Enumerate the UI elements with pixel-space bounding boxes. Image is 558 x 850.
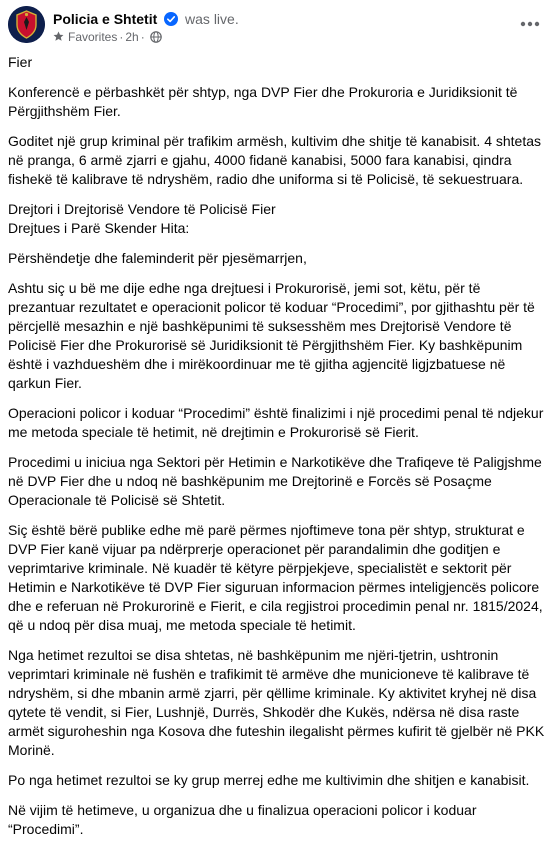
author-name[interactable]: Policia e Shtetit: [53, 11, 158, 27]
author-line: [53, 10, 239, 30]
verified-badge-icon: [164, 12, 178, 30]
globe-icon[interactable]: [150, 31, 162, 47]
post-paragraph: Drejtues i Parë Skender Hita:: [8, 220, 190, 236]
post-paragraph: Procedimi u iniciua nga Sektori për Hetimin e Narkotikëve dhe Trafiqeve të Paligjshme në DVP Fier dhe u ndoq në bashkëpunim me Drejtorinë e Forcës së Posaçme Operacionale të Policisë së Shtetit.: [8, 454, 542, 508]
post-meta: [53, 29, 162, 47]
audience-label[interactable]: Favorites: [68, 30, 118, 44]
post-paragraph: Siç është bërë publike edhe më parë përmes njoftimeve tona për shtyp, strukturat e DVP Fier kanë vijuar pa ndërprerje operacionet për parandalimin dhe goditjen e veprimtarive kriminale. Në kuadër të këtyre përpjekjeve, specialistët e sektorit për Hetimin e Narkotikëve të DVP Fier siguruan informacion përmes inteligjencës policore dhe e referuan në Prokurorinë e Fierit, e cila regjistroi procedimin penal nr. 1815/2024, që u ndoq për disa muaj, me metoda speciale të hetimit.: [8, 522, 543, 633]
star-icon: [53, 30, 64, 46]
post-paragraph: Goditet një grup kriminal për trafikim armësh, kultivim dhe shitje të kanabisit. 4 shtetas në pranga, 6 armë zjarri e gjahu, 4000 fidanë kanabisi, 5000 fara kanabisi, qindra fishekë të kalibrave të ndryshëm, radio dhe uniforma si të Policisë, të sekuestruara.: [8, 133, 542, 187]
avatar[interactable]: [8, 6, 45, 43]
more-options-button[interactable]: [516, 12, 544, 36]
post-paragraph: Në vijim të hetimeve, u organizua dhe u finalizua operacioni policor i koduar “Procedimi”.: [8, 802, 477, 837]
post-status: was live.: [185, 11, 239, 27]
police-emblem-icon: [8, 6, 45, 43]
post-paragraph: Drejtori i Drejtorisë Vendore të Policisë Fier: [8, 201, 276, 217]
post-time[interactable]: 2h: [125, 30, 139, 44]
post-paragraph: Përshëndetje dhe faleminderit për pjesëmarrjen,: [8, 250, 307, 266]
post-header: [0, 0, 558, 48]
separator-dot: ·: [140, 30, 145, 44]
post-paragraph: Konferencë e përbashkët për shtyp, nga DVP Fier dhe Prokuroria e Juridiksionit të Përgjithshëm Fier.: [8, 84, 518, 119]
more-horizontal-icon: [520, 21, 540, 27]
post-paragraph: Fier: [8, 54, 33, 70]
post-paragraph: Nga hetimet rezultoi se disa shtetas, në bashkëpunim me njëri-tjetrin, ushtronin veprimtari kriminale në fushën e trafikimit të armëve dhe municioneve të kalibrave të ndryshëm, si dhe mbanin armë zjarri, për qëllime kriminale. Ky aktivitet kryhej në disa qytete të vendit, si Fier, Lushnjë, Durrës, Shkodër dhe Kukës, ndërsa në disa raste armët siguroheshin nga Kosova dhe futeshin ilegalisht përmes kufirit të gjelbër në PKK Morinë.: [8, 647, 545, 758]
post-paragraph: Operacioni policor i koduar “Procedimi” është finalizimi i një procedimi penal të ndjekur me metoda speciale të hetimit, në drejtimin e Prokurorisë së Fierit.: [8, 405, 544, 440]
separator-dot: ·: [119, 30, 124, 44]
post-paragraph: Ashtu siç u bë me dije edhe nga drejtuesi i Prokurorisë, jemi sot, këtu, për të prezantuar rezultatet e operacionit policor të koduar “Procedimi”, por gjithashtu për të përcjellë mesazhin e një bashkëpunimi të suksesshëm mes Drejtorisë Vendore të Policisë Fier dhe Prokurorisë së Juridiksionit të Përgjithshëm Fier. Ky bashkëpunim është i vazhdueshëm dhe i mirëkoordinuar me të gjitha agjencitë ligjzbatuese në qarkun Fier.: [8, 280, 535, 391]
post-body: [8, 53, 546, 850]
post-paragraph: Po nga hetimet rezultoi se ky grup merrej edhe me kultivimin dhe shitjen e kanabisit.: [8, 772, 530, 788]
